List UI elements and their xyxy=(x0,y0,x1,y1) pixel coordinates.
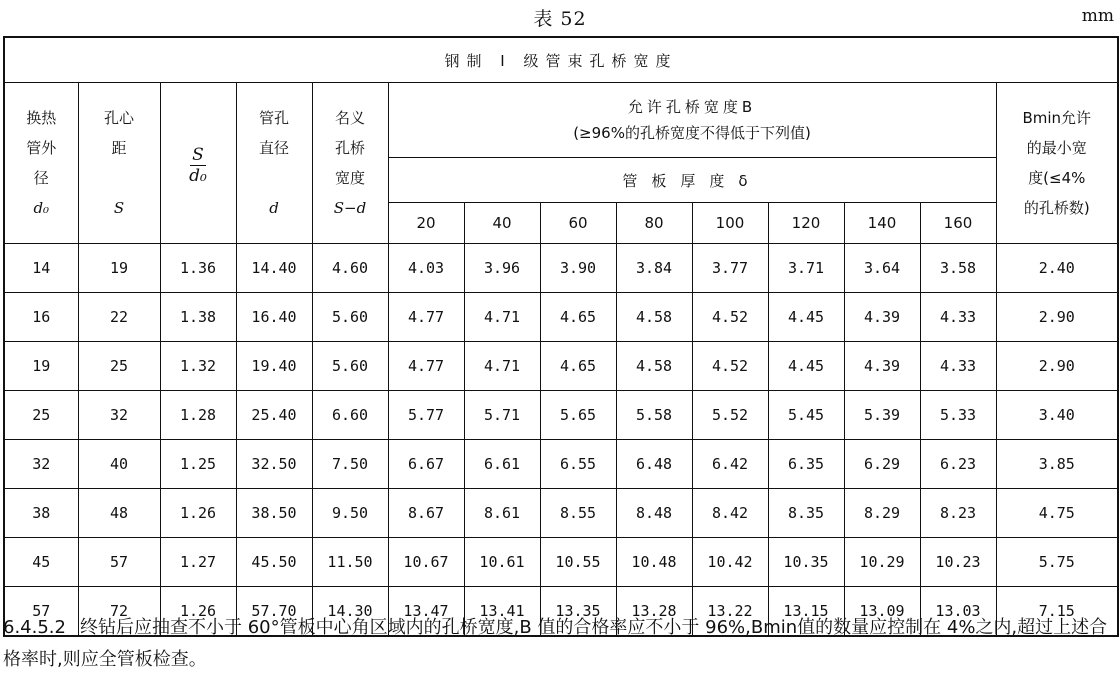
table-cell: 5.60 xyxy=(312,293,388,342)
table-cell: 7.50 xyxy=(312,440,388,489)
table-cell: 4.71 xyxy=(464,293,540,342)
table-cell: 13.47 xyxy=(388,587,464,637)
table-cell: 38.50 xyxy=(236,489,312,538)
table-cell: 19.40 xyxy=(236,342,312,391)
table-cell: 5.75 xyxy=(996,538,1118,587)
table-cell: 40 xyxy=(78,440,160,489)
table-cell: 4.65 xyxy=(540,293,616,342)
table-cell: 32 xyxy=(4,440,78,489)
table-cell: 13.22 xyxy=(692,587,768,637)
table-cell: 57 xyxy=(4,587,78,637)
bridge-width-table xyxy=(3,36,1119,637)
table-cell: 5.77 xyxy=(388,391,464,440)
unit-label: mm xyxy=(1081,6,1114,26)
table-cell: 57.70 xyxy=(236,587,312,637)
table-cell: 4.52 xyxy=(692,293,768,342)
table-cell: 8.48 xyxy=(616,489,692,538)
table-row xyxy=(4,489,1118,538)
table-row xyxy=(4,391,1118,440)
table-cell: 3.84 xyxy=(616,244,692,293)
table-row xyxy=(4,342,1118,391)
table-cell: 5.45 xyxy=(768,391,844,440)
table-cell: 4.52 xyxy=(692,342,768,391)
table-cell: 2.90 xyxy=(996,293,1118,342)
table-caption xyxy=(0,0,1120,36)
table-cell: 4.71 xyxy=(464,342,540,391)
table-cell: 45 xyxy=(4,538,78,587)
table-cell: 1.27 xyxy=(160,538,236,587)
table-cell: 8.61 xyxy=(464,489,540,538)
table-cell: 4.45 xyxy=(768,293,844,342)
table-cell: 6.60 xyxy=(312,391,388,440)
note-text: 终钻后应抽查不小于 60°管板中心角区域内的孔桥宽度,B 值的合格率应不小于 96%,Bmin值的数量应控制在 4%之内,超过上述合格率时,则应全管板检查。 xyxy=(3,617,1108,670)
table-cell: 22 xyxy=(78,293,160,342)
table-cell: 6.35 xyxy=(768,440,844,489)
table-cell: 10.67 xyxy=(388,538,464,587)
table-cell: 10.29 xyxy=(844,538,920,587)
table-cell: 10.42 xyxy=(692,538,768,587)
ratio-fraction: $\frac{S}{\text{d₀}}$ xyxy=(189,145,207,186)
table-cell: 14.30 xyxy=(312,587,388,637)
table-cell: 19 xyxy=(4,342,78,391)
table-cell: 4.77 xyxy=(388,293,464,342)
table-cell: 3.71 xyxy=(768,244,844,293)
table-cell: 1.28 xyxy=(160,391,236,440)
table-cell: 13.41 xyxy=(464,587,540,637)
table-cell: 1.36 xyxy=(160,244,236,293)
header-nominal-bridge: 名义 孔桥 宽度 S−d xyxy=(312,83,388,244)
table-cell: 4.58 xyxy=(616,293,692,342)
note-number: 6.4.5.2 xyxy=(3,617,66,638)
table-cell: 3.40 xyxy=(996,391,1118,440)
table-cell: 6.55 xyxy=(540,440,616,489)
table-cell: 16.40 xyxy=(236,293,312,342)
table-cell: 8.42 xyxy=(692,489,768,538)
table-cell: 6.61 xyxy=(464,440,540,489)
table-cell: 3.90 xyxy=(540,244,616,293)
note-paragraph xyxy=(3,612,1117,676)
table-cell: 6.67 xyxy=(388,440,464,489)
table-cell: 6.42 xyxy=(692,440,768,489)
table-cell: 3.64 xyxy=(844,244,920,293)
table-cell: 8.29 xyxy=(844,489,920,538)
table-cell: 25 xyxy=(4,391,78,440)
header-tubesheet-thickness: 管板厚度δ xyxy=(388,158,996,203)
table-cell: 13.15 xyxy=(768,587,844,637)
table-cell: 5.71 xyxy=(464,391,540,440)
table-cell: 11.50 xyxy=(312,538,388,587)
table-cell: 25 xyxy=(78,342,160,391)
header-ratio xyxy=(160,83,236,244)
table-cell: 10.35 xyxy=(768,538,844,587)
table-cell: 8.55 xyxy=(540,489,616,538)
table-cell: 3.96 xyxy=(464,244,540,293)
table-cell: 5.58 xyxy=(616,391,692,440)
table-cell: 6.23 xyxy=(920,440,996,489)
table-cell: 5.33 xyxy=(920,391,996,440)
table-cell: 7.15 xyxy=(996,587,1118,637)
table-cell: 13.03 xyxy=(920,587,996,637)
thickness-header-cell: 100 xyxy=(692,203,768,244)
table-cell: 32 xyxy=(78,391,160,440)
table-cell: 3.77 xyxy=(692,244,768,293)
table-cell: 9.50 xyxy=(312,489,388,538)
table-cell: 8.67 xyxy=(388,489,464,538)
table-cell: 48 xyxy=(78,489,160,538)
thickness-header-cell: 120 xyxy=(768,203,844,244)
table-cell: 1.38 xyxy=(160,293,236,342)
thickness-header-cell: 40 xyxy=(464,203,540,244)
table-cell: 25.40 xyxy=(236,391,312,440)
thickness-header-cell: 140 xyxy=(844,203,920,244)
table-cell: 4.60 xyxy=(312,244,388,293)
table-cell: 10.55 xyxy=(540,538,616,587)
table-cell: 3.85 xyxy=(996,440,1118,489)
table-cell: 2.90 xyxy=(996,342,1118,391)
thickness-header-cell: 160 xyxy=(920,203,996,244)
table-row xyxy=(4,244,1118,293)
header-pitch: 孔心 距 S xyxy=(78,83,160,244)
table-cell: 1.25 xyxy=(160,440,236,489)
thickness-header-cell: 20 xyxy=(388,203,464,244)
table-cell: 14 xyxy=(4,244,78,293)
table-cell: 13.09 xyxy=(844,587,920,637)
table-cell: 4.75 xyxy=(996,489,1118,538)
table-cell: 5.65 xyxy=(540,391,616,440)
table-cell: 4.77 xyxy=(388,342,464,391)
table-cell: 4.33 xyxy=(920,342,996,391)
table-cell: 10.23 xyxy=(920,538,996,587)
table-cell: 5.52 xyxy=(692,391,768,440)
table-banner: 钢制 Ⅰ 级管束孔桥宽度 xyxy=(4,37,1118,83)
table-cell: 3.58 xyxy=(920,244,996,293)
table-cell: 1.26 xyxy=(160,489,236,538)
table-cell: 4.58 xyxy=(616,342,692,391)
table-cell: 4.39 xyxy=(844,342,920,391)
table-cell: 6.48 xyxy=(616,440,692,489)
table-cell: 5.39 xyxy=(844,391,920,440)
table-row xyxy=(4,440,1118,489)
table-cell: 16 xyxy=(4,293,78,342)
table-cell: 1.26 xyxy=(160,587,236,637)
header-hole-diameter: 管孔 直径 d xyxy=(236,83,312,244)
table-cell: 2.40 xyxy=(996,244,1118,293)
table-cell: 13.35 xyxy=(540,587,616,637)
table-cell: 8.23 xyxy=(920,489,996,538)
header-bmin: Bmin允许 的最小宽 度(≤4% 的孔桥数) xyxy=(996,83,1118,244)
table-cell: 1.32 xyxy=(160,342,236,391)
table-cell: 10.48 xyxy=(616,538,692,587)
table-cell: 19 xyxy=(78,244,160,293)
table-cell: 13.28 xyxy=(616,587,692,637)
table-cell: 4.03 xyxy=(388,244,464,293)
table-cell: 4.65 xyxy=(540,342,616,391)
table-cell: 38 xyxy=(4,489,78,538)
thickness-header-cell: 60 xyxy=(540,203,616,244)
table-cell: 14.40 xyxy=(236,244,312,293)
header-tube-od: 换热 管外 径 d₀ xyxy=(4,83,78,244)
table-cell: 45.50 xyxy=(236,538,312,587)
table-cell: 10.61 xyxy=(464,538,540,587)
table-row xyxy=(4,293,1118,342)
table-cell: 6.29 xyxy=(844,440,920,489)
table-cell: 4.45 xyxy=(768,342,844,391)
table-cell: 57 xyxy=(78,538,160,587)
header-allowed-bridge: 允许孔桥宽度B (≥96%的孔桥宽度不得低于下列值) xyxy=(388,83,996,158)
table-cell: 32.50 xyxy=(236,440,312,489)
table-cell: 8.35 xyxy=(768,489,844,538)
table-row xyxy=(4,538,1118,587)
table-cell: 4.39 xyxy=(844,293,920,342)
table-cell: 72 xyxy=(78,587,160,637)
table-cell: 4.33 xyxy=(920,293,996,342)
table-title: 表 52 xyxy=(533,8,587,30)
table-cell: 5.60 xyxy=(312,342,388,391)
thickness-header-cell: 80 xyxy=(616,203,692,244)
